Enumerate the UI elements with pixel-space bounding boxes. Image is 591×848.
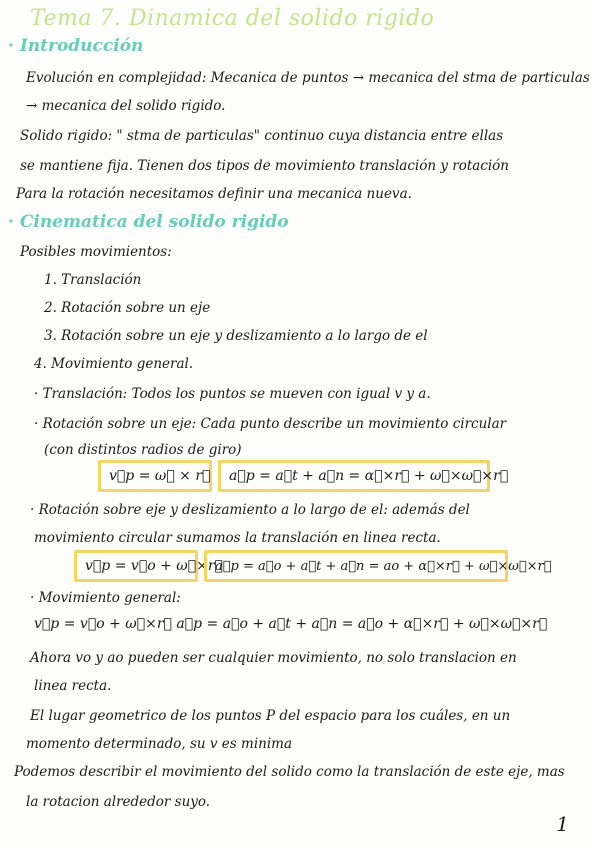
list-item: 4. Movimiento general. (34, 356, 194, 372)
formula-box: v⃗p = v⃗o + ω⃗×r⃗ (74, 550, 198, 582)
section-heading-intro: · Introducción (8, 36, 144, 56)
text-line: · Movimiento general: (30, 590, 181, 606)
text-line: (con distintos radios de giro) (44, 442, 242, 458)
text-line: la rotacion alrededor suyo. (26, 794, 211, 810)
text-line: se mantiene fija. Tienen dos tipos de movimiento translación y rotación (20, 158, 510, 174)
text-line: Ahora vo y ao pueden ser cualquier movimiento, no solo translacion en (30, 650, 517, 666)
page-title: Tema 7. Dinamica del solido rigido (30, 6, 435, 31)
formula-line: v⃗p = v⃗o + ω⃗×r⃗ a⃗p = a⃗o + a⃗t + a⃗n = a⃗o + α⃗×r⃗ + ω⃗×ω⃗×r⃗ (34, 616, 548, 632)
text-line: · Rotación sobre un eje: Cada punto describe un movimiento circular (34, 416, 507, 432)
text-line: Podemos describir el movimiento del solido como la translación de este eje, mas (14, 764, 565, 780)
text-line: Evolución en complejidad: Mecanica de puntos → mecanica del stma de particulas (26, 70, 590, 86)
text-line: Para la rotación necesitamos definir una mecanica nueva. (16, 186, 412, 202)
list-item: 2. Rotación sobre un eje (44, 300, 211, 316)
text-line: · Rotación sobre eje y deslizamiento a lo largo de el: además del (30, 502, 470, 518)
formula-box: a⃗p = a⃗o + a⃗t + a⃗n = ao + α⃗×r⃗ + ω⃗×ω⃗×r⃗ (204, 550, 508, 582)
text-line: El lugar geometrico de los puntos P del espacio para los cuáles, en un (30, 708, 511, 724)
text-line: momento determinado, su v es minima (26, 736, 292, 752)
text-line: · Translación: Todos los puntos se mueven con igual v y a. (34, 386, 431, 402)
formula-box: v⃗p = ω⃗ × r⃗ (98, 460, 212, 492)
text-line: → mecanica del solido rigido. (26, 98, 226, 114)
page-number: 1 (556, 812, 569, 836)
text-line: Solido rigido: " stma de particulas" continuo cuya distancia entre ellas (20, 128, 504, 144)
text-line: linea recta. (34, 678, 112, 694)
text-line: Posibles movimientos: (20, 244, 172, 260)
list-item: 1. Translación (44, 272, 142, 288)
text-line: movimiento circular sumamos la translación en linea recta. (34, 530, 441, 546)
list-item: 3. Rotación sobre un eje y deslizamiento a lo largo de el (44, 328, 428, 344)
section-heading-cinematica: · Cinematica del solido rigido (8, 212, 289, 232)
formula-box: a⃗p = a⃗t + a⃗n = α⃗×r⃗ + ω⃗×ω⃗×r⃗ (218, 460, 490, 492)
